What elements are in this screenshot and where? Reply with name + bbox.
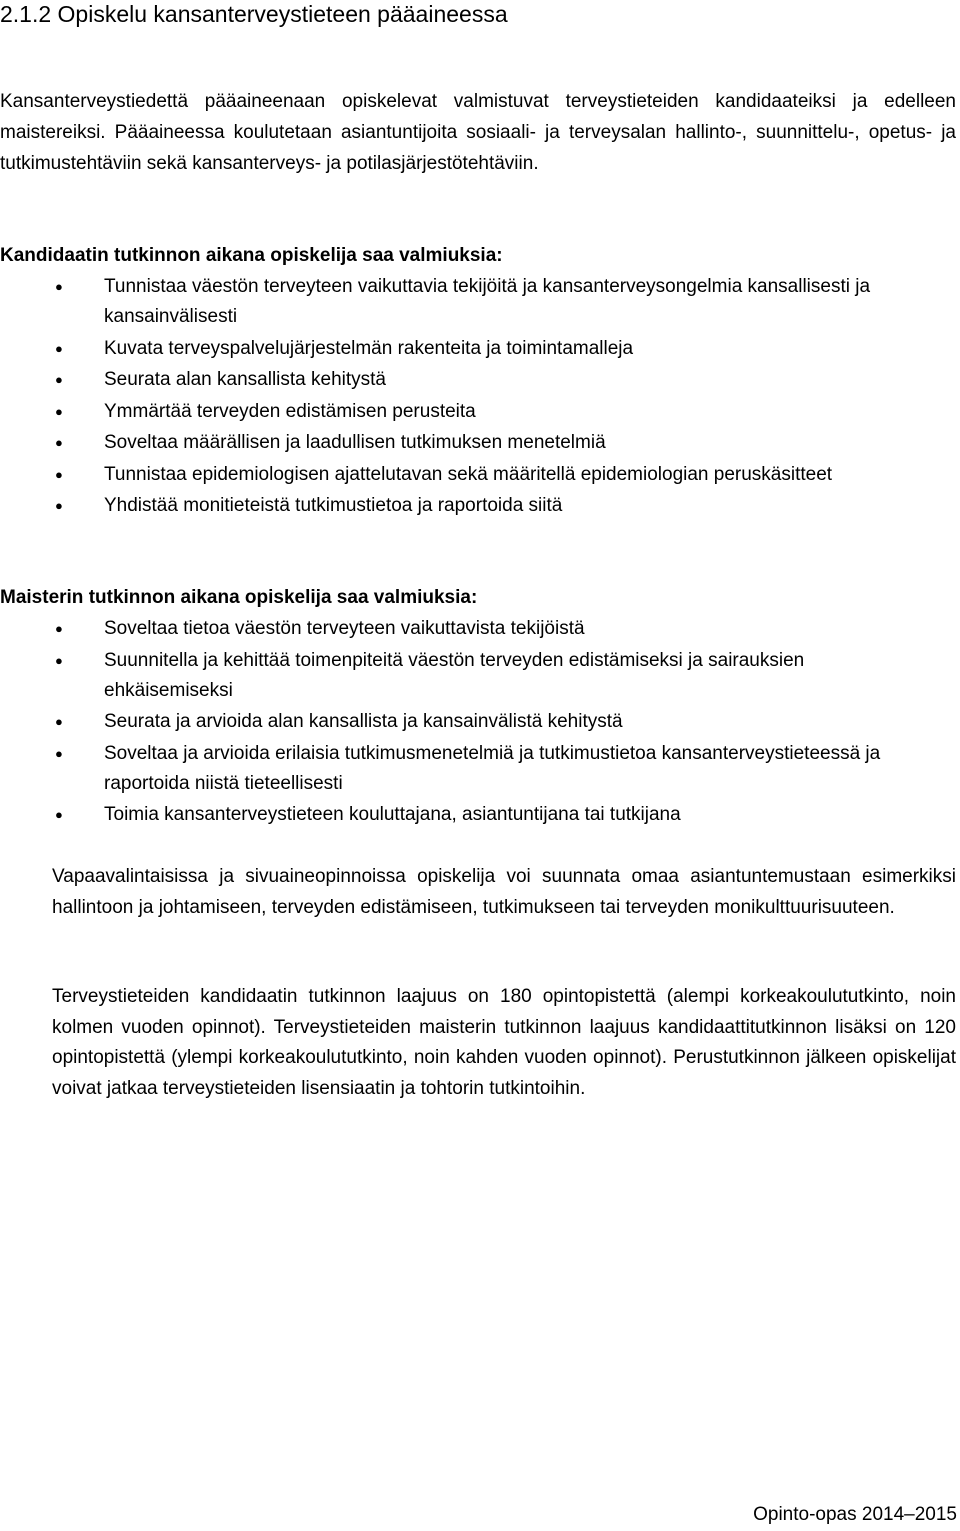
list-item-text: Soveltaa määrällisen ja laadullisen tutkimuksen menetelmiä	[104, 432, 606, 453]
bullet-icon: ●	[55, 403, 63, 419]
list-item	[0, 397, 920, 427]
bullet-icon: ●	[55, 498, 63, 513]
list-item-text: Kuvata terveyspalvelujärjestelmän rakenteita ja toimintamalleja	[104, 337, 634, 359]
list-item	[0, 646, 920, 706]
list-item	[0, 365, 920, 395]
bullet-icon: ●	[55, 279, 63, 294]
bachelor-section-title: Kandidaatin tutkinnon aikana opiskelija saa valmiuksia:	[0, 245, 503, 266]
list-item	[0, 428, 920, 458]
intro-paragraph: Kansanterveystiedettä pääaineenaan opiskelevat valmistuvat terveystieteiden kandidaateiksi ja edelleen maistereiksi. Pääaineessa koulutetaan asiantuntijoita sosiaali- ja terveysalan hallinto-, suunnittelu-, opetus- ja tutkimustehtäviin sekä kansanterveys- ja potilasjärjestötehtäviin.	[0, 91, 956, 174]
page-title: 2.1.2 Opiskelu kansanterveystieteen pääaineessa	[0, 1, 508, 27]
master-skills-list	[0, 614, 920, 832]
list-item	[0, 739, 920, 799]
list-item-text: Toimia kansanterveystieteen kouluttajana, asiantuntijana tai tutkijana	[104, 804, 681, 825]
list-item-text: Seurata alan kansallista kehitystä	[104, 369, 386, 390]
bullet-icon: ●	[55, 652, 63, 668]
list-item	[0, 707, 920, 737]
master-section-title: Maisterin tutkinnon aikana opiskelija saa valmiuksia:	[0, 587, 478, 608]
list-item-text: Yhdistää monitieteistä tutkimustietoa ja raportoida siitä	[104, 495, 563, 516]
bullet-icon: ●	[55, 714, 63, 729]
electives-paragraph: Vapaavalintaisissa ja sivuaineopinnoissa opiskelija voi suunnata omaa asiantuntemustaan esimerkiksi hallintoon ja johtamiseen, terveyden edistämiseen, tutkimukseen tai terveyden monikulttuurisuuteen.	[52, 866, 956, 918]
list-item	[0, 491, 920, 521]
list-item-text: Ymmärtää terveyden edistämisen perusteita	[104, 400, 476, 422]
list-item	[0, 272, 920, 332]
degree-scope-paragraph: Terveystieteiden kandidaatin tutkinnon laajuus on 180 opintopistettä (alempi korkeakoulututkinto, noin kolmen vuoden opinnot). Terveystieteiden maisterin tutkinnon laajuus kandidaattitutkinnon lisäksi on 120 opintopistettä (ylempi korkeakoulututkinto, noin kahden vuoden opinnot). Perustutkinnon jälkeen opiskelijat voivat jatkaa terveystieteiden lisensiaatin ja tohtorin tutkintoihin.	[52, 986, 956, 1099]
bullet-icon: ●	[55, 466, 63, 482]
list-item-text: Tunnistaa epidemiologisen ajattelutavan sekä määritellä epidemiologian peruskäsitteet	[104, 463, 833, 485]
bullet-icon: ●	[55, 372, 63, 387]
bullet-icon: ●	[55, 435, 63, 450]
list-item-text: Soveltaa ja arvioida erilaisia tutkimusmenetelmiä ja tutkimustietoa kansanterveystieteessä ja raportoida niistä tieteellisesti	[104, 742, 881, 794]
page-footer: Opinto-opas 2014–2015	[753, 1504, 957, 1525]
bullet-icon: ●	[55, 621, 63, 636]
list-item	[0, 800, 920, 830]
list-item	[0, 614, 920, 644]
list-item	[0, 334, 920, 364]
bullet-icon: ●	[55, 745, 63, 761]
bullet-icon: ●	[55, 340, 63, 356]
list-item-text: Seurata ja arvioida alan kansallista ja kansainvälistä kehitystä	[104, 711, 623, 732]
list-item-text: Soveltaa tietoa väestön terveyteen vaikuttavista tekijöistä	[104, 618, 585, 639]
list-item	[0, 460, 920, 490]
bachelor-skills-list	[0, 272, 920, 523]
bullet-icon: ●	[55, 807, 63, 822]
list-item-text: Suunnitella ja kehittää toimenpiteitä väestön terveyden edistämiseksi ja sairauksien ehkäisemiseksi	[104, 649, 805, 701]
list-item-text: Tunnistaa väestön terveyteen vaikuttavia tekijöitä ja kansanterveysongelmia kansallisesti ja kansainvälisesti	[104, 276, 871, 327]
